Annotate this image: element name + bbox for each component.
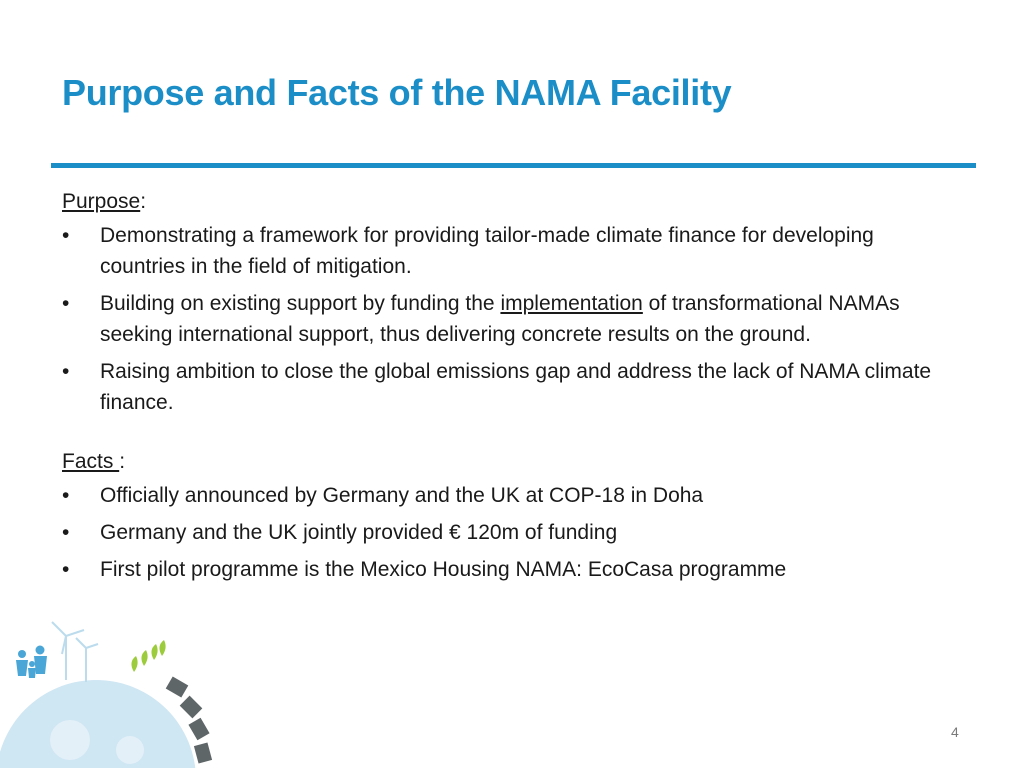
facts-bullet-text: Germany and the UK jointly provided € 120m of funding bbox=[100, 521, 618, 544]
purpose-bullet-text: Raising ambition to close the global emissions gap and address the lack of NAMA climate finance. bbox=[100, 360, 932, 414]
bullet-icon: • bbox=[62, 558, 70, 581]
globe-highlight bbox=[116, 736, 144, 764]
facts-bullet-text: First pilot programme is the Mexico Housing NAMA: EcoCasa programme bbox=[100, 558, 787, 581]
purpose-heading-colon: : bbox=[140, 190, 147, 213]
plant-icon bbox=[131, 640, 165, 672]
bullet-icon: • bbox=[62, 224, 70, 247]
slide-content bbox=[62, 186, 962, 591]
facts-bullet-1 bbox=[62, 480, 962, 511]
purpose-heading-label: Purpose bbox=[62, 190, 141, 213]
globe-decoration bbox=[0, 600, 240, 768]
facts-bullet-3 bbox=[62, 554, 962, 585]
bullet-icon: • bbox=[62, 360, 70, 383]
wind-turbine-icon bbox=[52, 622, 98, 682]
bullet-icon: • bbox=[62, 292, 70, 315]
globe-icon bbox=[0, 680, 196, 768]
page-number: 4 bbox=[951, 724, 959, 740]
title-divider bbox=[51, 163, 976, 168]
purpose-heading bbox=[62, 186, 962, 217]
implementation-emphasis: implementation bbox=[500, 292, 643, 315]
purpose-bullet-3 bbox=[62, 356, 962, 418]
facts-bullet-2 bbox=[62, 517, 962, 548]
purpose-bullet-text-end: of transformational NAMAs seeking international support, thus delivering concrete results on the ground. bbox=[100, 292, 900, 346]
bullet-icon: • bbox=[62, 521, 70, 544]
facts-heading-colon: : bbox=[119, 450, 126, 473]
purpose-bullet-text-start: Building on existing support by funding the bbox=[100, 292, 501, 315]
purpose-bullet-text: Demonstrating a framework for providing tailor-made climate finance for developing countries in the field of mitigation. bbox=[100, 224, 874, 278]
slide-title: Purpose and Facts of the NAMA Facility bbox=[62, 72, 732, 113]
globe-highlight bbox=[50, 720, 90, 760]
people-icon bbox=[16, 646, 47, 679]
facts-bullet-text: Officially announced by Germany and the UK at COP-18 in Doha bbox=[100, 484, 704, 507]
purpose-bullet-2 bbox=[62, 288, 962, 350]
bullet-icon: • bbox=[62, 484, 70, 507]
purpose-bullet-1 bbox=[62, 220, 962, 282]
facts-heading bbox=[62, 446, 962, 477]
facts-list bbox=[62, 480, 962, 585]
purpose-list bbox=[62, 220, 962, 418]
facts-heading-label: Facts bbox=[62, 450, 120, 473]
